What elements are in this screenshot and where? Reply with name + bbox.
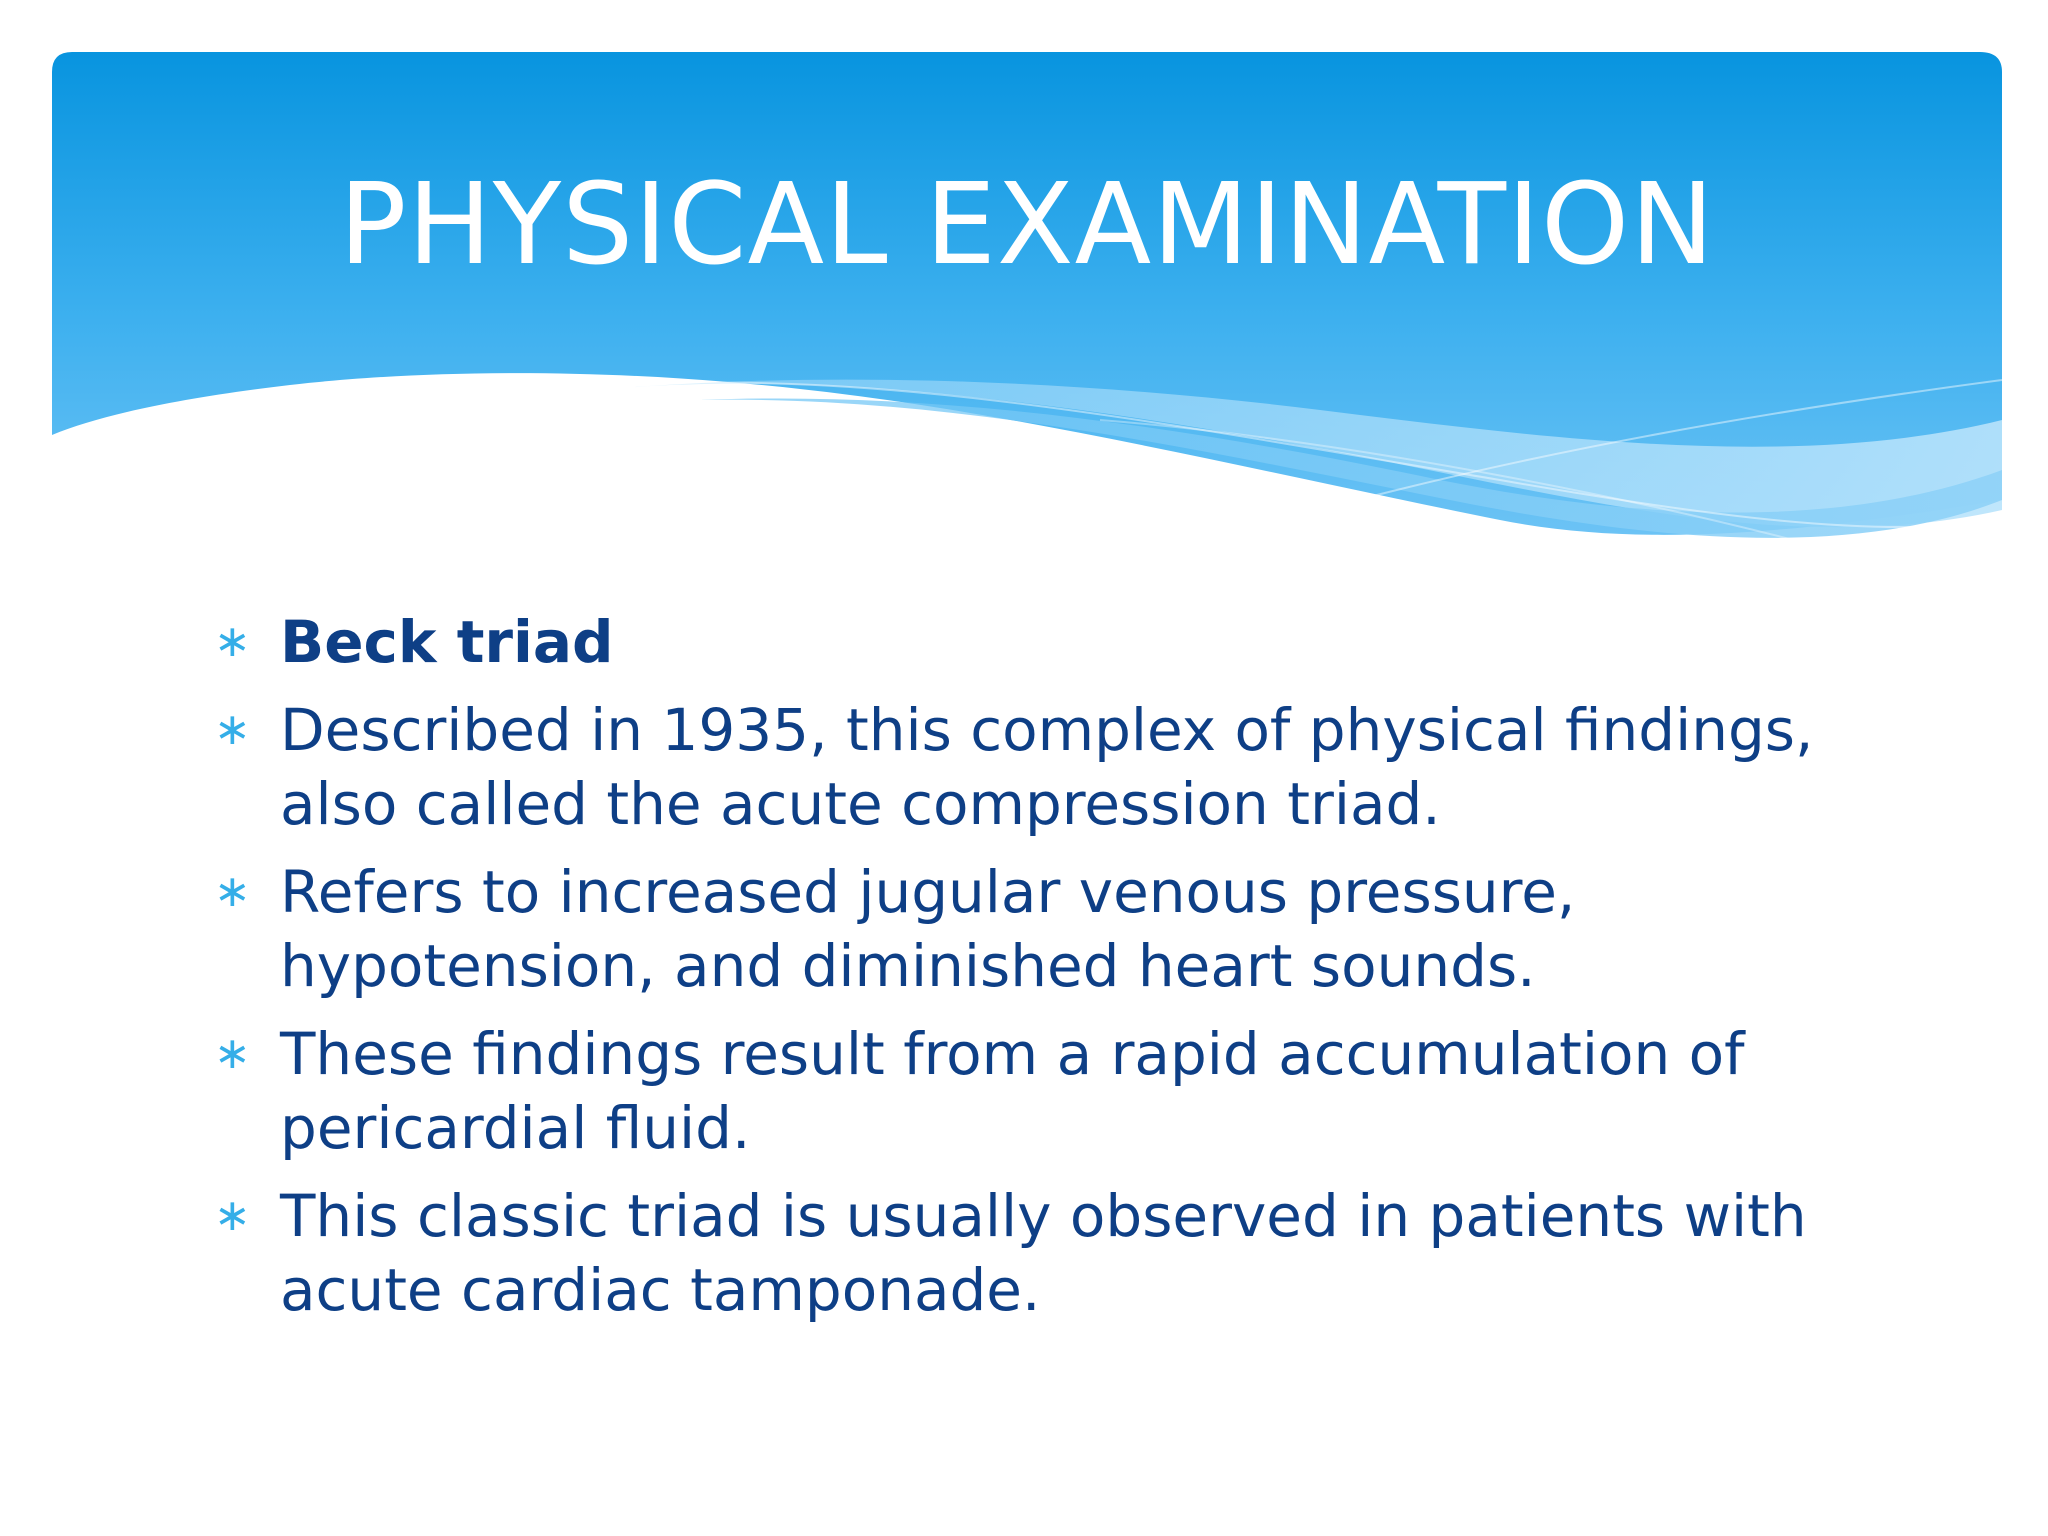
bullet-text: Beck triad — [280, 608, 614, 676]
bullet-text: These findings result from a rapid accumulation of pericardial fluid. — [280, 1020, 1745, 1162]
bullet-text: Refers to increased jugular venous pressure, hypotension, and diminished heart sounds. — [280, 858, 1576, 1000]
bullet-item — [210, 693, 1830, 841]
bullet-text: Described in 1935, this complex of physical findings, also called the acute compression triad. — [280, 696, 1814, 838]
bullet-item — [210, 605, 1830, 679]
asterisk-icon: ∗ — [214, 1028, 251, 1079]
bullet-item — [210, 1017, 1830, 1165]
bullet-item — [210, 1179, 1830, 1327]
asterisk-icon: ∗ — [214, 616, 251, 667]
bullet-list — [210, 605, 1830, 1341]
slide-title: PHYSICAL EXAMINATION — [339, 160, 1715, 290]
bullet-text: This classic triad is usually observed in patients with acute cardiac tamponade. — [280, 1182, 1807, 1324]
bullet-item — [210, 855, 1830, 1003]
asterisk-icon: ∗ — [214, 866, 251, 917]
asterisk-icon: ∗ — [214, 1190, 251, 1241]
asterisk-icon: ∗ — [214, 704, 251, 755]
